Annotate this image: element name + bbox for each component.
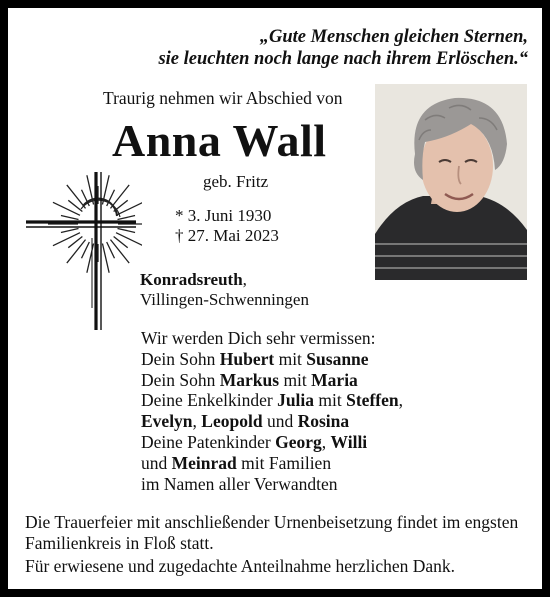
mourners-line	[141, 453, 403, 474]
place-region: Villingen-Schwenningen	[140, 290, 309, 309]
relation-text: Deine Patenkinder	[141, 431, 276, 452]
mourner-name: Georg	[275, 431, 322, 452]
mourner-name: Susanne	[306, 348, 369, 369]
mourner-name: Hubert	[219, 348, 275, 369]
mourner-name: Leopold	[201, 411, 263, 432]
connector-text: mit	[279, 369, 312, 390]
mourner-name: Julia	[277, 390, 315, 411]
mourner-name: Evelyn	[141, 411, 193, 432]
place-comma: ,	[242, 270, 247, 289]
mourner-name: Willi	[330, 431, 368, 452]
mourner-name: Maria	[311, 369, 358, 390]
death-date: † 27. Mai 2023	[175, 226, 279, 245]
connector-text: mit	[274, 348, 307, 369]
farewell-intro: Traurig nehmen wir Abschied von	[103, 88, 343, 108]
quote-line-2: sie leuchten noch lange nach ihrem Erlöschen.“	[158, 49, 528, 69]
mourners-line	[141, 432, 403, 453]
mourner-name: Steffen	[346, 390, 399, 411]
mourners-line	[141, 390, 403, 411]
mourners-line	[141, 411, 403, 432]
mourner-name: Rosina	[297, 411, 350, 432]
mourner-name: Markus	[219, 369, 280, 390]
portrait-photo	[375, 84, 527, 280]
places	[140, 270, 309, 310]
place-town: Konradsreuth	[140, 270, 243, 289]
relation-text: Dein Sohn	[141, 348, 220, 369]
mourners-list	[141, 328, 403, 494]
birth-date: * 3. Juni 1930	[175, 206, 272, 225]
thanks-note: Für erwiesene und zugedachte Anteilnahme herzlichen Dank.	[25, 556, 456, 576]
maiden-name: geb. Fritz	[203, 172, 269, 191]
relation-text: Deine Enkelkinder	[141, 390, 278, 411]
place-line-1	[140, 270, 309, 290]
mourner-name: Meinrad	[171, 452, 237, 473]
mourners-intro: Wir werden Dich sehr vermissen:	[141, 328, 376, 348]
mourners-line	[141, 349, 403, 370]
radiant-cross-icon	[24, 168, 142, 334]
life-dates	[175, 206, 279, 246]
mourners-closing: im Namen aller Verwandten	[141, 473, 338, 494]
mourners-line	[141, 370, 403, 391]
relation-text: Dein Sohn	[141, 369, 220, 390]
connector-text: ,	[321, 431, 331, 452]
deceased-name: Anna Wall	[112, 115, 327, 166]
quote-line-1: „Gute Menschen gleichen Sternen,	[259, 27, 528, 47]
connector-text: und	[262, 411, 298, 432]
connector-text: mit	[314, 390, 347, 411]
connector-text: und	[141, 452, 172, 473]
relation-text: mit Familien	[236, 452, 332, 473]
connector-text: ,	[192, 411, 202, 432]
ceremony-note: Die Trauerfeier mit anschließender Urnenbeisetzung findet im engsten Familienkreis in Floß statt.	[25, 512, 519, 553]
memorial-quote	[58, 26, 528, 70]
connector-text: ,	[398, 390, 403, 411]
